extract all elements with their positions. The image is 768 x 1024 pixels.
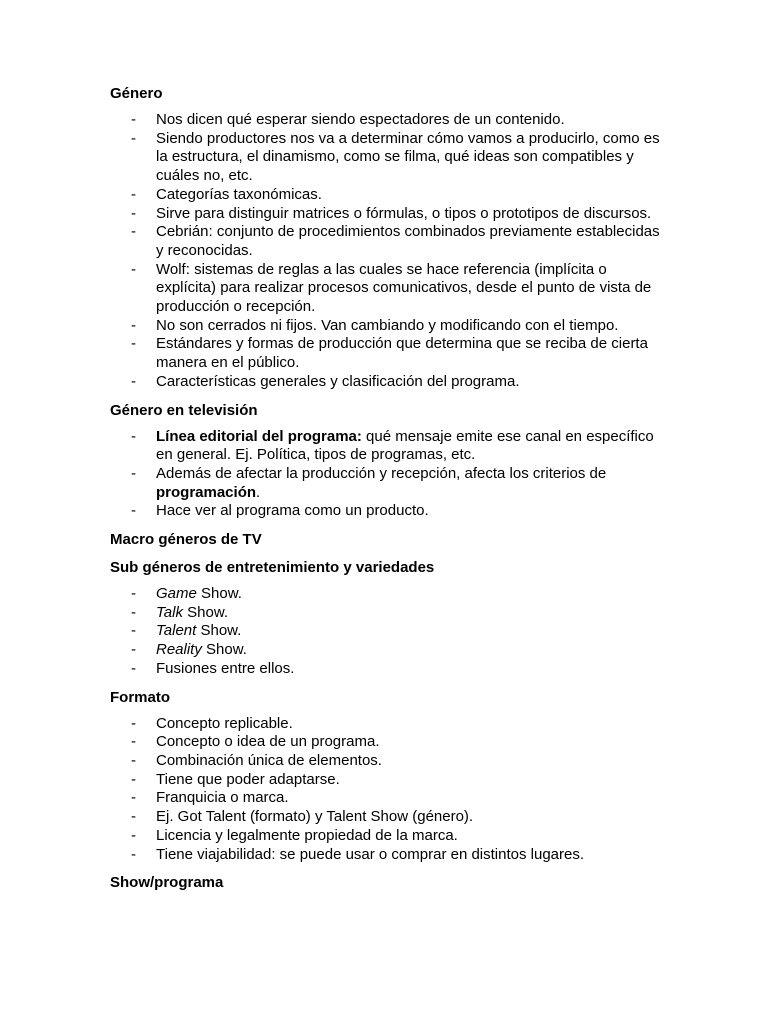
list-item xyxy=(110,465,670,502)
list-genero-tv xyxy=(110,428,670,522)
item-text: Tiene que poder adaptarse. xyxy=(156,770,340,788)
item-text: Características generales y clasificación del programa. xyxy=(156,372,520,390)
item-text: Show. xyxy=(182,603,228,621)
dash-marker: - xyxy=(131,714,136,732)
section-heading-genero-tv: Género en televisión xyxy=(110,401,258,419)
item-italic-text: Talent xyxy=(156,622,197,640)
dash-marker: - xyxy=(131,641,136,659)
dash-marker: - xyxy=(131,316,136,334)
item-text: Franquicia o marca. xyxy=(156,789,289,807)
list-item xyxy=(110,317,670,336)
item-text: Show. xyxy=(201,641,247,659)
item-text: Además de afectar la producción y recepción, afecta los criterios de xyxy=(156,464,607,482)
list-item xyxy=(110,733,670,752)
section-heading-macro-generos: Macro géneros de TV xyxy=(110,531,262,549)
list-item xyxy=(110,622,670,641)
dash-marker: - xyxy=(131,751,136,769)
item-text: Show. xyxy=(196,622,242,640)
dash-marker: - xyxy=(131,585,136,603)
dash-marker: - xyxy=(131,603,136,621)
dash-marker: - xyxy=(131,770,136,788)
list-item xyxy=(110,261,670,317)
list-formato xyxy=(110,715,670,865)
item-text: Sirve para distinguir matrices o fórmulas, o tipos o prototipos de discursos. xyxy=(156,204,652,222)
item-text: Cebrián: conjunto de procedimientos combinados previamente establecidas y reconocidas. xyxy=(156,223,660,259)
section-heading-sub-generos: Sub géneros de entretenimiento y variedades xyxy=(110,559,435,577)
list-sub-generos xyxy=(110,585,670,679)
list-item xyxy=(110,205,670,224)
item-text: Combinación única de elementos. xyxy=(156,751,382,769)
list-item xyxy=(110,428,670,465)
item-text: Categorías taxonómicas. xyxy=(156,185,322,203)
dash-marker: - xyxy=(131,622,136,640)
dash-marker: - xyxy=(131,659,136,677)
dash-marker: - xyxy=(131,464,136,482)
section-heading-genero: Género xyxy=(110,85,163,102)
dash-marker: - xyxy=(131,185,136,203)
dash-marker: - xyxy=(131,502,136,520)
list-item xyxy=(110,335,670,372)
item-bold-text: Línea editorial del programa: xyxy=(156,427,362,445)
item-text: Nos dicen qué esperar siendo espectadores de un contenido. xyxy=(156,111,565,128)
item-text: Estándares y formas de producción que determina que se reciba de cierta manera en el público. xyxy=(156,335,648,372)
item-text: Ej. Got Talent (formato) y Talent Show (género). xyxy=(156,808,474,826)
item-text: Licencia y legalmente propiedad de la marca. xyxy=(156,826,458,844)
dash-marker: - xyxy=(131,204,136,222)
list-genero xyxy=(110,111,670,392)
item-italic-text: Game xyxy=(156,585,197,603)
dash-marker: - xyxy=(131,111,136,128)
item-text: Concepto replicable. xyxy=(156,714,293,732)
dash-marker: - xyxy=(131,129,136,147)
dash-marker: - xyxy=(131,826,136,844)
dash-marker: - xyxy=(131,372,136,390)
item-text: Tiene viajabilidad: se puede usar o comprar en distintos lugares. xyxy=(156,845,585,863)
dash-marker: - xyxy=(131,427,136,445)
item-text: Siendo productores nos va a determinar cómo vamos a producirlo, como es la estructura, el dinamismo, como se filma, qué ideas son compatibles y cuáles no, etc. xyxy=(156,129,660,185)
list-item xyxy=(110,789,670,808)
dash-marker: - xyxy=(131,789,136,807)
item-bold-text: programación xyxy=(156,483,257,501)
list-item xyxy=(110,715,670,734)
list-item xyxy=(110,186,670,205)
list-item xyxy=(110,373,670,392)
dash-marker: - xyxy=(131,223,136,241)
list-item xyxy=(110,130,670,186)
item-text: Wolf: sistemas de reglas a las cuales se hace referencia (implícita o explícita) para realizar procesos comunicativos, desde el punto de vista de producción o recepción. xyxy=(156,260,652,316)
document-page xyxy=(110,84,670,892)
section-heading-show-programa: Show/programa xyxy=(110,874,224,892)
list-item xyxy=(110,808,670,827)
dash-marker: - xyxy=(131,260,136,278)
item-text-after: . xyxy=(256,483,261,501)
item-text: Fusiones entre ellos. xyxy=(156,659,295,677)
dash-marker: - xyxy=(131,845,136,863)
item-text: Show. xyxy=(196,585,242,603)
list-item xyxy=(110,641,670,660)
dash-marker: - xyxy=(131,335,136,353)
item-text: Concepto o idea de un programa. xyxy=(156,733,380,751)
list-item xyxy=(110,771,670,790)
list-item xyxy=(110,502,670,521)
list-item xyxy=(110,827,670,846)
dash-marker: - xyxy=(131,808,136,826)
item-italic-text: Talk xyxy=(156,603,183,621)
list-item xyxy=(110,111,670,130)
item-text: qué mensaje emite ese canal en específico en general. Ej. Política, tipos de programas, etc. xyxy=(156,427,654,464)
list-item xyxy=(110,604,670,623)
item-italic-text: Reality xyxy=(156,641,202,659)
list-item xyxy=(110,223,670,260)
list-item xyxy=(110,846,670,865)
section-heading-formato: Formato xyxy=(110,688,170,706)
list-item xyxy=(110,752,670,771)
item-text: No son cerrados ni fijos. Van cambiando y modificando con el tiempo. xyxy=(156,316,619,334)
list-item xyxy=(110,585,670,604)
list-item xyxy=(110,660,670,679)
dash-marker: - xyxy=(131,733,136,751)
item-text: Hace ver al programa como un producto. xyxy=(156,502,429,520)
